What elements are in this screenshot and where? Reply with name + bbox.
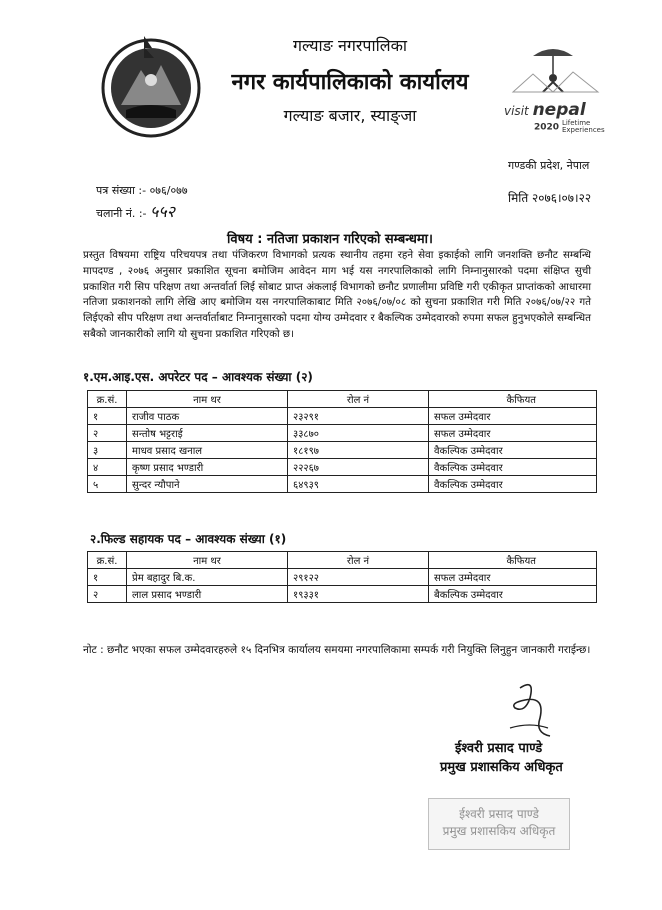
chalani-number: [96, 200, 175, 222]
cell: सफल उम्मेदवार: [429, 425, 597, 442]
chalani-value: ५५२: [150, 202, 175, 221]
section-1-title: १.एम.आइ.एस. अपरेटर पद – आवश्यक संख्या (२): [83, 370, 313, 384]
seal-line-1: ईश्वरी प्रसाद पाण्डे: [459, 807, 539, 821]
cell: १८१९७: [288, 442, 429, 459]
header-line-2: नगर कार्यपालिकाको कार्यालय: [231, 70, 469, 95]
section-1-table: [87, 390, 597, 493]
header-line-1: गल्याङ नगरपालिका: [292, 36, 408, 55]
table-row: [88, 586, 597, 603]
cell: ६४९३९: [288, 476, 429, 493]
cell: ३३८७०: [288, 425, 429, 442]
cell: सफल उम्मेदवार: [429, 408, 597, 425]
col-remarks: कैफियत: [429, 391, 597, 408]
chalani-label: चलानी नं. :-: [96, 207, 147, 220]
table-row: [88, 569, 597, 586]
cell: १: [88, 569, 127, 586]
cell: २२२६७: [288, 459, 429, 476]
col-roll: रोल नं: [288, 552, 429, 569]
signatory-name: ईश्वरी प्रसाद पाण्डे: [455, 741, 543, 756]
cell: ५: [88, 476, 127, 493]
table-row: [88, 408, 597, 425]
table-header-row: [88, 391, 597, 408]
header-line-3: गल्याङ बजार, स्याङ्जा: [283, 106, 417, 125]
seal-line-2: प्रमुख प्रशासकिय अधिकृत: [442, 824, 556, 838]
cell: वैकल्पिक उम्मेदवार: [429, 459, 597, 476]
province-text: गण्डकी प्रदेश, नेपाल: [508, 159, 590, 172]
table-row: [88, 459, 597, 476]
cell: सफल उम्मेदवार: [429, 569, 597, 586]
signatory-post: प्रमुख प्रशासकिय अधिकृत: [440, 760, 563, 775]
col-name: नाम थर: [127, 552, 288, 569]
cell: ३: [88, 442, 127, 459]
cell: माधव प्रसाद खनाल: [127, 442, 288, 459]
logo-year-text: 2020: [534, 122, 560, 133]
patra-sankhya: पत्र संख्या :- ०७६/०७७: [96, 184, 188, 197]
logo-tagline-2: Experiences: [561, 126, 605, 134]
section-2-table: [87, 551, 597, 603]
cell: प्रेम बहादुर बि.क.: [127, 569, 288, 586]
cell: वैकल्पिक उम्मेदवार: [429, 476, 597, 493]
cell: वैकल्पिक उम्मेदवार: [429, 442, 597, 459]
logo-visit-text: visit: [504, 104, 529, 118]
cell: २३२९१: [288, 408, 429, 425]
cell: लाल प्रसाद भण्डारी: [127, 586, 288, 603]
logo-tagline-1: Lifetime: [561, 119, 591, 127]
note-text: नोट : छनौट भएका सफल उम्मेदवारहरुले १५ दिनभित्र कार्यालय समयमा नगरपालिकामा सम्पर्क गरी नियुक्ति लिनुहुन जानकारी गराईन्छ।: [83, 644, 591, 656]
municipality-emblem-icon: [96, 30, 206, 140]
letter-date: मिति २०७६।०७।२२: [508, 191, 592, 205]
cell: २: [88, 425, 127, 442]
cell: १९३३१: [288, 586, 429, 603]
section-2-title: २.फिल्ड सहायक पद – आवश्यक संख्या (१): [90, 532, 287, 546]
cell: सुन्दर न्यौपाने: [127, 476, 288, 493]
cell: राजीव पाठक: [127, 408, 288, 425]
cell: कृष्ण प्रसाद भण्डारी: [127, 459, 288, 476]
table-row: [88, 425, 597, 442]
col-sn: क्र.सं.: [88, 391, 127, 408]
col-remarks: कैफियत: [429, 552, 597, 569]
cell: १: [88, 408, 127, 425]
logo-nepal-text: nepal: [532, 100, 586, 120]
col-roll: रोल नं: [288, 391, 429, 408]
body-paragraph: प्रस्तुत विषयमा राष्ट्रिय परिचयपत्र तथा पंजिकरण विभागको प्रत्यक स्थानीय तहमा रहने सेवा इकाईको लागि जनशक्ति छनौट सम्बन्धि मापदण्ड , २०७६ अनुसार प्रकाशित सूचना बमोजिम आवेदन माग भई यस नगरपालिकाको लागि निम्नानुसारको पदमा संक्षिप्त सुची प्रकाशित गरी सिप परिक्षण तथा अन्तर्वार्ता लिई सोबाट प्राप्त अंकलाई विभागको छनौट प्रणालीमा प्रविष्टि गरी एकीकृत प्राप्तांकको आधारमा नतिजा प्रकाशनको लागि लेखि आए बमोजिम यस नगरपालिकाबाट मिति २०७६/०७/०८ को सुचना प्रकाशित गरी मिति २०७६/०७/२२ गते लिईएको सीप परिक्षण तथा अन्तर्वार्ताबाट निम्नानुसारको पदमा योग्य उम्मेदवार र बैकल्पिक उम्मेदवारको रुपमा सफल हुनुभएकोले सम्बन्धित सबैको जानकारीको लागि यो सुचना प्रकाशित गरिएको छ।: [83, 249, 591, 340]
col-name: नाम थर: [127, 391, 288, 408]
table-row: [88, 442, 597, 459]
visit-nepal-logo: [498, 44, 608, 139]
subject-line: विषय : नतिजा प्रकाशन गरिएको सम्बन्धमा।: [227, 232, 433, 247]
table-row: [88, 476, 597, 493]
cell: सन्तोष भट्टराई: [127, 425, 288, 442]
table-header-row: [88, 552, 597, 569]
cell: २९१२२: [288, 569, 429, 586]
signature-icon: [500, 678, 560, 740]
official-seal: [428, 798, 570, 850]
cell: २: [88, 586, 127, 603]
cell: बैकल्पिक उम्मेदवार: [429, 586, 597, 603]
umbrella-dancer-icon: [498, 44, 608, 94]
cell: ४: [88, 459, 127, 476]
col-sn: क्र.सं.: [88, 552, 127, 569]
